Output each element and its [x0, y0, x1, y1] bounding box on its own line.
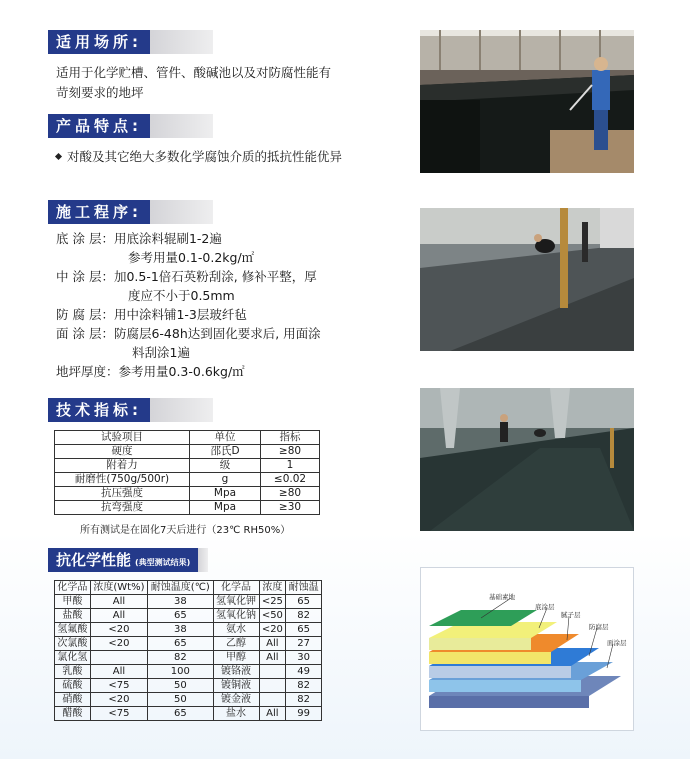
construction-line: 料刮涂1遍	[132, 345, 190, 360]
table-cell: <75	[90, 679, 147, 693]
table-cell: <50	[259, 609, 286, 623]
column-header: 化学品	[55, 581, 91, 595]
section-title: 产品特点:	[48, 114, 150, 138]
table-cell: 醋酸	[55, 707, 91, 721]
table-cell: 次氯酸	[55, 637, 91, 651]
acid-tank-scene	[420, 30, 634, 173]
table-cell	[259, 665, 286, 679]
table-row	[55, 679, 322, 693]
table-cell: 氢氧化钠	[213, 609, 259, 623]
table-row: 附着力 级 1	[55, 459, 320, 473]
table-row: 硬度 邵氏D ≥80	[55, 445, 320, 459]
application-line: 苛刻要求的地坪	[56, 85, 144, 100]
table-cell: 盐水	[213, 707, 259, 721]
column-header: 试验项目	[55, 431, 190, 445]
table-cell: <20	[90, 693, 147, 707]
table-cell: 65	[148, 637, 213, 651]
table-cell: All	[90, 665, 147, 679]
table-cell: 30	[286, 651, 322, 665]
table-cell: 镀金液	[213, 693, 259, 707]
construction-line: 防 腐 层：用中涂料铺1-3层玻纤毡	[56, 307, 247, 322]
table-header-row	[55, 431, 320, 445]
table-header-row	[55, 581, 322, 595]
table-cell: 38	[148, 595, 213, 609]
column-header: 耐蚀温	[286, 581, 322, 595]
table-cell: 65	[148, 707, 213, 721]
section-header-chem	[48, 548, 208, 572]
layer-label: 防腐层	[589, 623, 609, 631]
table-row	[55, 707, 322, 721]
layer-label: 腻子层	[561, 611, 581, 619]
table-cell: 50	[148, 693, 213, 707]
table-cell: 盐酸	[55, 609, 91, 623]
application-line: 适用于化学贮槽、管件、酸碱池以及对防腐性能有	[56, 65, 332, 80]
photo-acid-tank	[420, 30, 634, 173]
table-cell: <75	[90, 707, 147, 721]
feature-item: 对酸及其它绝大多数化学腐蚀介质的抵抗性能优异	[54, 148, 342, 166]
construction-line: 底 涂 层：用底涂料辊刷1-2遍	[56, 231, 222, 246]
construction-line: 参考用量0.1-0.2kg/㎡	[128, 250, 255, 265]
section-header-features	[48, 114, 213, 138]
table-cell: 38	[148, 623, 213, 637]
layer-stack-drawing	[421, 568, 633, 730]
table-cell: All	[259, 707, 286, 721]
section-header-construction	[48, 200, 213, 224]
layer-label: 面涂层	[607, 639, 627, 647]
table-cell: 硫酸	[55, 679, 91, 693]
chemical-resistance-table	[54, 580, 322, 721]
column-header: 浓度	[259, 581, 286, 595]
column-header: 化学品	[213, 581, 259, 595]
construction-line: 面 涂 层：防腐层6-48h达到固化要求后, 用面涂	[56, 326, 321, 341]
table-cell: 乳酸	[55, 665, 91, 679]
column-header: 指标	[261, 431, 320, 445]
table-cell	[259, 693, 286, 707]
table-cell: 氨水	[213, 623, 259, 637]
section-title: 适用场所:	[48, 30, 150, 54]
table-cell: <20	[90, 623, 147, 637]
table-cell: All	[259, 651, 286, 665]
table-cell: 镀铜液	[213, 679, 259, 693]
construction-line: 地坪厚度：参考用量0.3-0.6kg/㎡	[56, 364, 245, 379]
tech-spec-table	[54, 430, 320, 515]
column-header: 耐蚀温度(℃)	[148, 581, 213, 595]
table-cell: 49	[286, 665, 322, 679]
table-cell: 27	[286, 637, 322, 651]
table-cell: 82	[286, 679, 322, 693]
table-cell: 99	[286, 707, 322, 721]
construction-line: 度应不小于0.5mm	[128, 288, 235, 303]
test-note: 所有测试是在固化7天后进行（23℃ RH50%）	[80, 525, 291, 536]
section-header-application	[48, 30, 213, 54]
table-row: 抗压强度 Mpa ≥80	[55, 487, 320, 501]
table-cell: 65	[286, 623, 322, 637]
table-cell: <20	[90, 637, 147, 651]
table-cell: <20	[259, 623, 286, 637]
table-cell	[259, 679, 286, 693]
table-row	[55, 651, 322, 665]
table-cell: 82	[148, 651, 213, 665]
column-header: 浓度(Wt%)	[90, 581, 147, 595]
table-cell: 65	[286, 595, 322, 609]
table-cell: All	[90, 609, 147, 623]
table-row	[55, 623, 322, 637]
table-cell: <25	[259, 595, 286, 609]
table-row	[55, 637, 322, 651]
column-header: 单位	[190, 431, 261, 445]
photo-finished-floor	[420, 388, 634, 531]
table-row	[55, 665, 322, 679]
table-cell: 65	[148, 609, 213, 623]
table-cell: 82	[286, 609, 322, 623]
photo-floor-coating	[420, 208, 634, 351]
layer-label: 底涂层	[535, 603, 555, 611]
finished-floor-scene	[420, 388, 634, 531]
table-cell: 氯化氢	[55, 651, 91, 665]
construction-line: 中 涂 层：加0.5-1倍石英粉刮涂, 修补平整，厚	[56, 269, 317, 284]
table-cell: 甲酸	[55, 595, 91, 609]
table-cell: All	[90, 595, 147, 609]
table-row	[55, 693, 322, 707]
section-header-tech	[48, 398, 213, 422]
chem-table-body	[55, 595, 322, 721]
table-cell: 82	[286, 693, 322, 707]
layer-label: 基础素地	[489, 593, 515, 601]
table-cell: 氢氧化钾	[213, 595, 259, 609]
table-cell: 镀铬液	[213, 665, 259, 679]
section-title: 施工程序:	[48, 200, 150, 224]
table-row	[55, 609, 322, 623]
section-title: 抗化学性能 (典型测试结果)	[48, 548, 198, 572]
layer-diagram	[420, 567, 634, 731]
table-cell: 氢氟酸	[55, 623, 91, 637]
table-cell: 乙醇	[213, 637, 259, 651]
table-cell: 100	[148, 665, 213, 679]
section-title: 技术指标:	[48, 398, 150, 422]
floor-coating-scene	[420, 208, 634, 351]
section-subtitle: (典型测试结果)	[135, 558, 191, 567]
table-cell: All	[259, 637, 286, 651]
table-row: 抗弯强度 Mpa ≥30	[55, 501, 320, 515]
table-cell: 50	[148, 679, 213, 693]
table-cell	[90, 651, 147, 665]
table-row	[55, 595, 322, 609]
table-cell: 硝酸	[55, 693, 91, 707]
table-cell: 甲醇	[213, 651, 259, 665]
bullet-icon	[55, 153, 62, 160]
table-row: 耐磨性(750g/500r) g ≤0.02	[55, 473, 320, 487]
